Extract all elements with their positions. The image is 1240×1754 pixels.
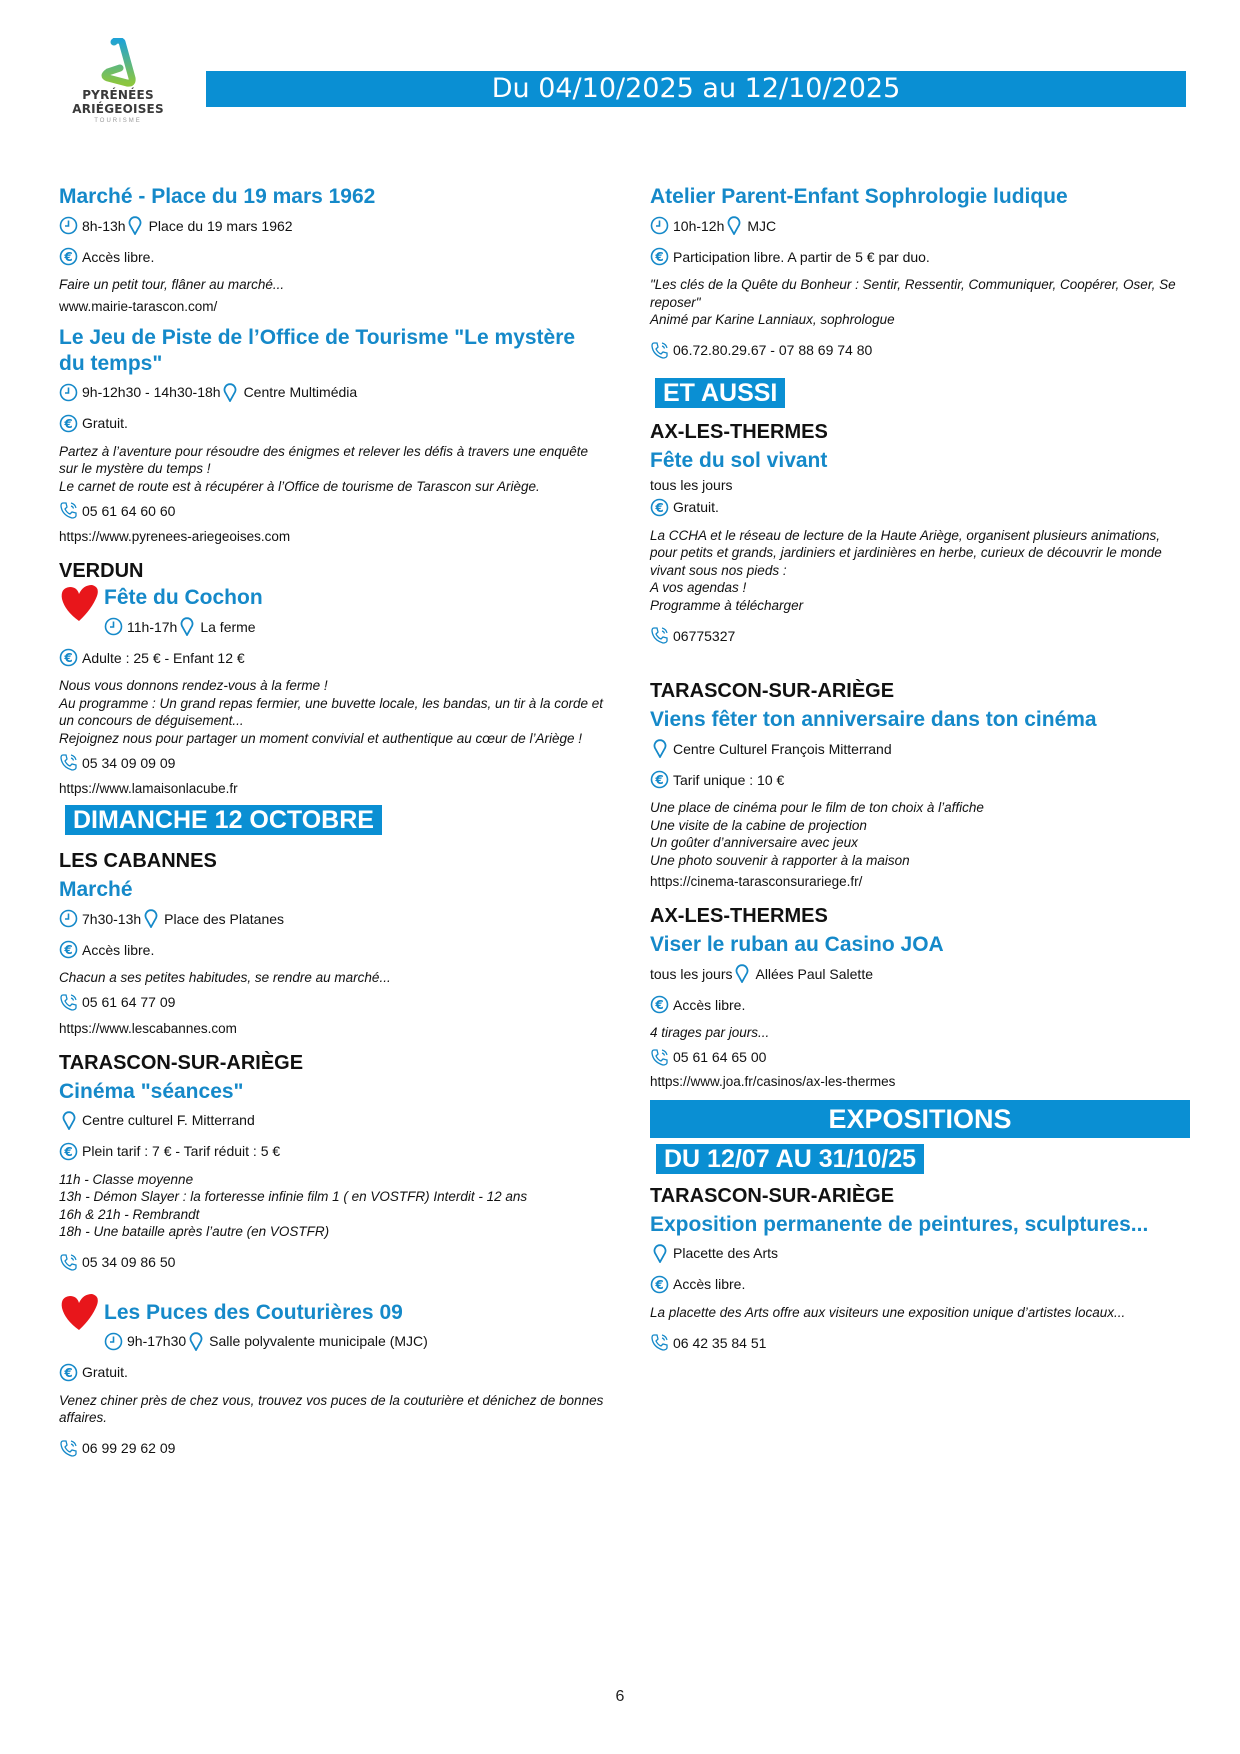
day-heading: DIMANCHE 12 OCTOBRE: [65, 805, 382, 835]
phone-icon: [59, 753, 78, 772]
event-place: MJC: [747, 217, 777, 234]
event-price: Plein tarif : 7 € - Tarif réduit : 5 €: [82, 1143, 281, 1159]
event-description: Faire un petit tour, flâner au marché...: [59, 277, 285, 292]
euro-icon: [59, 1142, 78, 1161]
event-phone: 05 61 64 60 60: [82, 502, 176, 519]
brand-logo: [68, 38, 168, 138]
clock-icon: [59, 216, 78, 235]
event-time: 11h-17h: [127, 618, 178, 635]
event-price: Tarif unique : 10 €: [673, 771, 785, 788]
event-price: Participation libre. A partir de 5 € par duo.: [673, 248, 930, 265]
event-description: La CCHA et le réseau de lecture de la Haute Ariège, organisent plusieurs animations, pour petits et grands, jardiniers et jardinières en herbe, curieux de découvrir le monde vivant sous nos pieds : A vos agendas ! Programme à télécharger: [650, 527, 1162, 613]
expo-date-heading: DU 12/07 AU 31/10/25: [656, 1144, 924, 1174]
euro-icon: [650, 1275, 669, 1294]
svg-text:€: €: [64, 416, 73, 431]
clock-icon: [650, 216, 669, 235]
event-place: Centre Culturel François Mitterrand: [673, 740, 892, 757]
event-description: Nous vous donnons rendez-vous à la ferme ! Au programme : Un grand repas fermier, une buvette locale, les bandas, un tir à la corde et un concours de déguisement... Rejoignez nous pour partager un moment convivial et authentique au cœur de l’Ariège !: [59, 678, 604, 746]
map-pin-icon: [186, 1332, 205, 1351]
event-title: Le Jeu de Piste de l’Office de Tourisme "Le mystère du temps": [59, 325, 576, 375]
event-fete-du-cochon: [59, 559, 604, 797]
event-phone: 06.72.80.29.67 - 07 88 69 74 80: [673, 342, 873, 358]
event-place: Centre culturel F. Mitterrand: [82, 1112, 255, 1128]
euro-icon: [59, 414, 78, 433]
city-heading: AX-LES-THERMES: [650, 420, 828, 443]
event-link[interactable]: www.mairie-tarascon.com/: [59, 298, 218, 314]
event-price: Accès libre.: [673, 996, 746, 1013]
map-pin-icon: [126, 216, 145, 235]
clock-icon: [59, 383, 78, 402]
event-title: Exposition permanente de peintures, sculptures...: [650, 1212, 1149, 1236]
event-puces-couturieres: [59, 1292, 604, 1458]
map-pin-icon: [650, 1244, 669, 1263]
city-heading: VERDUN: [59, 560, 144, 582]
euro-icon: [650, 995, 669, 1014]
event-price: Accès libre.: [673, 1276, 746, 1292]
logo-mark-icon: [96, 38, 140, 88]
event-link[interactable]: https://cinema-tarasconsurariege.fr/: [650, 874, 863, 889]
event-link[interactable]: https://www.joa.fr/casinos/ax-les-thermes: [650, 1073, 896, 1089]
event-phone: 06775327: [673, 627, 736, 644]
logo-line-2: ARIÉGEOISES: [72, 102, 164, 116]
event-title: Viser le ruban au Casino JOA: [650, 933, 944, 956]
svg-text:€: €: [64, 651, 73, 665]
event-phone: 05 61 64 65 00: [673, 1049, 767, 1065]
event-place: Centre Multimédia: [243, 384, 358, 400]
event-phone: 06 99 29 62 09: [82, 1440, 176, 1456]
event-marche-19-mars: [59, 184, 604, 315]
phone-icon: [59, 993, 78, 1012]
euro-icon: [650, 498, 669, 517]
section-heading-expositions: EXPOSITIONS: [650, 1100, 1190, 1138]
event-description: 11h - Classe moyenne 13h - Démon Slayer : la forteresse infinie film 1 ( en VOSTFR) Interdit - 12 ans 16h & 21h - Rembrandt 18h - Une bataille après l’autre (en VOSTFR): [59, 1171, 528, 1239]
svg-text:€: €: [655, 250, 664, 264]
event-fete-sol-vivant: [650, 420, 1190, 646]
svg-text:€: €: [655, 773, 664, 787]
svg-text:€: €: [64, 250, 73, 264]
svg-text:€: €: [655, 500, 664, 515]
event-price: Accès libre.: [82, 941, 155, 958]
city-heading: TARASCON-SUR-ARIÈGE: [59, 1051, 304, 1074]
event-place: Placette des Arts: [673, 1245, 779, 1261]
event-place: Allées Paul Salette: [755, 965, 874, 982]
euro-icon: [59, 1363, 78, 1382]
event-place: Salle polyvalente municipale (MJC): [209, 1333, 428, 1349]
event-exposition-permanente: [650, 1184, 1190, 1353]
event-price: Accès libre.: [82, 248, 155, 265]
event-jeu-de-piste: [59, 325, 604, 546]
event-place: La ferme: [200, 618, 256, 635]
event-title: Cinéma "séances": [59, 1079, 244, 1103]
city-heading: LES CABANNES: [59, 850, 217, 872]
event-phone: 06 42 35 84 51: [673, 1334, 767, 1351]
event-description: Chacun a ses petites habitudes, se rendre au marché...: [59, 970, 391, 985]
phone-icon: [650, 626, 669, 645]
map-pin-icon: [650, 739, 669, 758]
event-time: 8h-13h: [82, 217, 126, 234]
euro-icon: [59, 648, 78, 667]
svg-text:€: €: [64, 1144, 73, 1159]
event-title: Atelier Parent-Enfant Sophrologie ludique: [650, 185, 1068, 208]
event-description: Une place de cinéma pour le film de ton choix à l’affiche Une visite de la cabine de projection Un goûter d’anniversaire avec jeux Une photo souvenir à rapporter à la maison: [650, 800, 984, 868]
euro-icon: [59, 940, 78, 959]
event-description: Venez chiner près de chez vous, trouvez vos puces de la couturière et dénichez de bonnes affaires.: [59, 1392, 604, 1425]
event-price: Gratuit.: [82, 415, 128, 431]
event-time: 9h-17h30: [127, 1333, 187, 1349]
event-casino-joa: [650, 904, 1190, 1090]
city-heading: AX-LES-THERMES: [650, 905, 828, 927]
event-phone: 05 61 64 77 09: [82, 994, 176, 1010]
event-title: Fête du Cochon: [104, 586, 263, 609]
heart-icon: [59, 583, 101, 623]
event-when: tous les jours: [650, 476, 733, 493]
euro-icon: [650, 770, 669, 789]
phone-icon: [59, 501, 78, 520]
event-link[interactable]: https://www.lamaisonlacube.fr: [59, 781, 238, 796]
city-heading: TARASCON-SUR-ARIÈGE: [650, 1184, 895, 1207]
heart-icon: [59, 1292, 101, 1332]
event-place: Place des Platanes: [164, 910, 285, 927]
clock-icon: [59, 909, 78, 928]
phone-icon: [59, 1253, 78, 1272]
map-pin-icon: [177, 617, 196, 636]
svg-text:€: €: [64, 943, 73, 957]
left-column: [59, 184, 604, 1458]
event-title: Fête du sol vivant: [650, 448, 828, 472]
date-range-banner: Du 04/10/2025 au 12/10/2025: [206, 71, 1186, 107]
euro-icon: [59, 247, 78, 266]
euro-icon: [650, 247, 669, 266]
svg-text:€: €: [655, 1277, 664, 1292]
event-title: Les Puces des Couturières 09: [104, 1300, 403, 1324]
event-title: Marché: [59, 878, 133, 901]
event-title: Viens fêter ton anniversaire dans ton cinéma: [650, 708, 1097, 731]
clock-icon: [104, 617, 123, 636]
phone-icon: [59, 1439, 78, 1458]
event-description: La placette des Arts offre aux visiteurs une exposition unique d’artistes locaux...: [650, 1304, 1126, 1320]
event-description: "Les clés de la Quête du Bonheur : Sentir, Ressentir, Communiquer, Coopérer, Oser, Se reposer" Animé par Karine Lanniaux, sophrologue: [650, 277, 1176, 327]
event-time: 9h-12h30 - 14h30-18h: [82, 384, 221, 400]
event-time: 7h30-13h: [82, 910, 142, 927]
event-price: Adulte : 25 € - Enfant 12 €: [82, 649, 245, 666]
map-pin-icon: [732, 964, 751, 983]
svg-text:€: €: [655, 998, 664, 1012]
event-phone: 05 34 09 09 09: [82, 754, 176, 771]
map-pin-icon: [141, 909, 160, 928]
right-column: [650, 184, 1190, 1352]
map-pin-icon: [59, 1111, 78, 1130]
section-heading-et-aussi: ET AUSSI: [655, 378, 785, 408]
event-link[interactable]: https://www.pyrenees-ariegeoises.com: [59, 529, 291, 544]
event-link[interactable]: https://www.lescabannes.com: [59, 1020, 237, 1036]
event-price: Gratuit.: [82, 1364, 128, 1380]
event-phone: 05 34 09 86 50: [82, 1254, 176, 1270]
logo-line-1: PYRÉNÉES: [82, 88, 154, 102]
page-number: 6: [615, 1688, 625, 1705]
event-description: 4 tirages par jours...: [650, 1025, 770, 1040]
event-marche-les-cabannes: [59, 849, 604, 1037]
logo-line-3: TOURISME: [94, 118, 142, 124]
map-pin-icon: [724, 216, 743, 235]
event-price: Gratuit.: [673, 499, 719, 515]
map-pin-icon: [221, 383, 240, 402]
event-anniversaire-cinema: [650, 679, 1190, 890]
event-time: 10h-12h: [673, 217, 725, 234]
clock-icon: [104, 1332, 123, 1351]
city-heading: TARASCON-SUR-ARIÈGE: [650, 680, 895, 702]
phone-icon: [650, 1333, 669, 1352]
phone-icon: [650, 341, 669, 360]
phone-icon: [650, 1048, 669, 1067]
event-cinema-seances: [59, 1051, 604, 1272]
event-description: Partez à l’aventure pour résoudre des énigmes et relever les défis à travers une enquête sur le mystère du temps ! Le carnet de route est à récupérer à l’Office de tourisme de Tarascon sur Ariège.: [59, 443, 589, 494]
event-when: tous les jours: [650, 965, 733, 982]
svg-text:€: €: [64, 1365, 73, 1380]
event-title: Marché - Place du 19 mars 1962: [59, 185, 376, 208]
event-atelier-sophrologie: [650, 184, 1190, 360]
event-place: Place du 19 mars 1962: [148, 217, 293, 234]
